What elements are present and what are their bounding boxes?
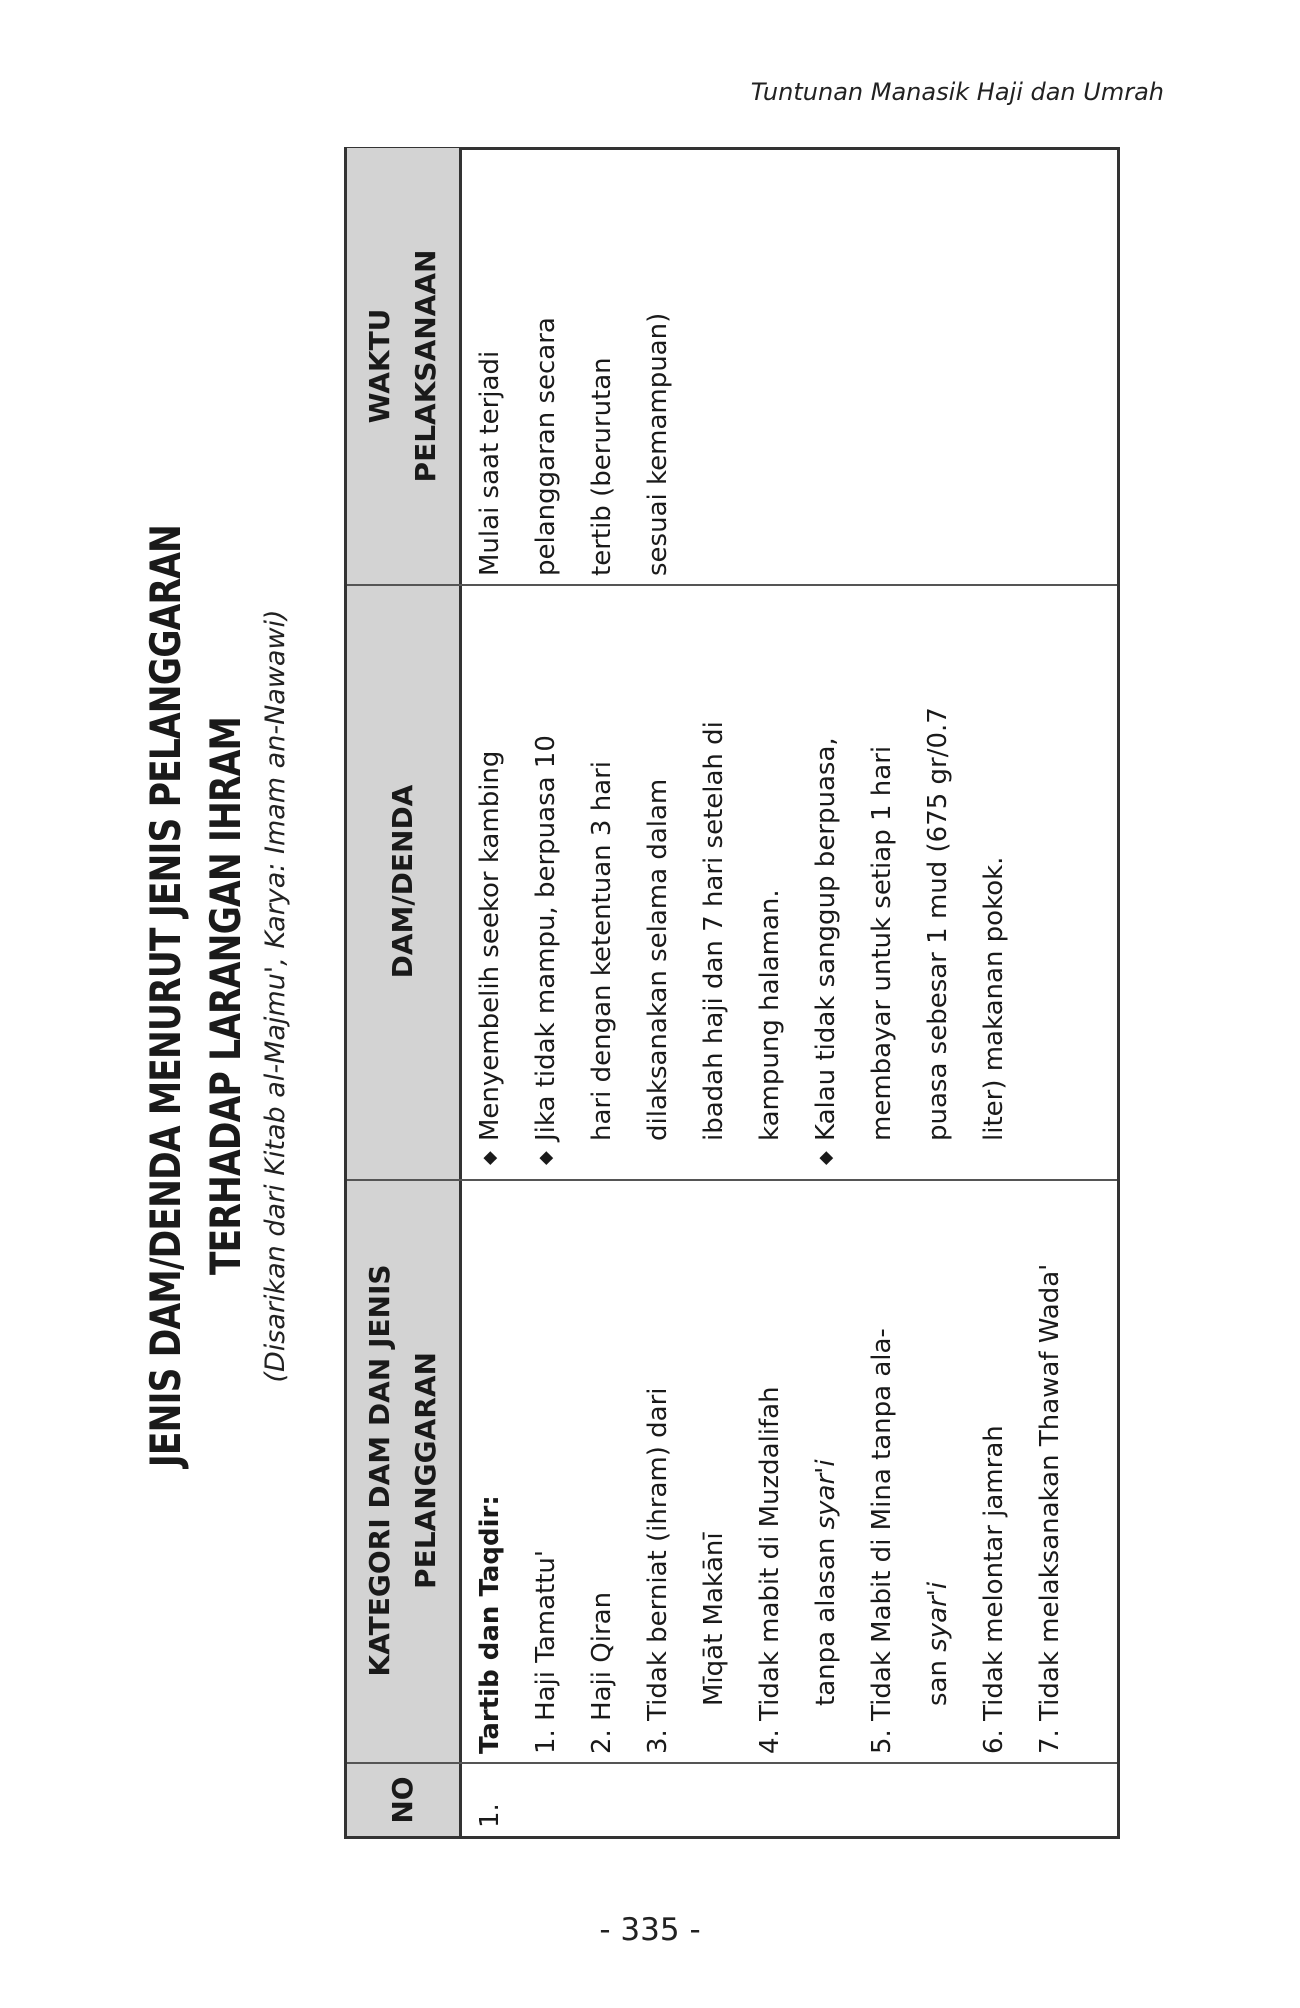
page-title-line-1: JENIS DAM/DENDA MENURUT JENIS PELANGGARAN (141, 524, 190, 1468)
dam-bullet (518, 592, 574, 1171)
diamond-bullet-icon: ◆ (535, 1151, 556, 1165)
violation-item: 3. Tidak berniat (ihram) dari (643, 1387, 673, 1754)
header-no-label: NO (386, 1776, 419, 1824)
header-kategori (347, 1179, 462, 1762)
dam-text-cont: puasa sebesar 1 mud (675 gr/0.7 (923, 707, 953, 1141)
col-kategori (347, 1179, 1117, 1764)
header-no (347, 1764, 462, 1836)
header-waktu-line-2: PELAKSANAAN (409, 249, 442, 483)
dam-text: Jika tidak mampu, berpuasa 10 (531, 735, 561, 1141)
col-no (347, 1764, 1117, 1836)
dam-text: Kalau tidak sanggup berpuasa, (811, 737, 841, 1141)
waktu-text: sesuai kemampuan) (643, 312, 673, 576)
violation-item: 1. Haji Tamattu' (531, 1549, 561, 1754)
dam-text-cont: ibadah haji dan 7 hari setelah di (699, 721, 729, 1141)
title-block (136, 146, 326, 1846)
dam-table (344, 147, 1120, 1839)
violation-item: 5. Tidak Mabit di Mina tanpa ala- (867, 1328, 897, 1754)
header-kategori-line-1: KATEGORI DAM DAN JENIS (363, 1264, 396, 1677)
waktu-text: pelanggaran secara (531, 317, 561, 576)
violation-item: 6. Tidak melontar jamrah (979, 1425, 1009, 1754)
dam-text-cont: liter) makanan pokok. (979, 856, 1009, 1141)
violation-text: san (923, 1651, 953, 1706)
col-dam (347, 584, 1117, 1181)
dam-text: Menyembelih seekor kambing (475, 750, 505, 1141)
violation-text: tanpa alasan (811, 1529, 841, 1706)
category-title: Tartib dan Taqdir: (475, 1495, 505, 1754)
cell-waktu (462, 148, 1117, 584)
running-header: Tuntunan Manasik Haji dan Umrah (750, 78, 1164, 106)
violation-text-italic: syar'i (811, 1459, 841, 1530)
dam-text-cont: dilaksanakan selama dalam (643, 778, 673, 1141)
page-title-line-2: TERHADAP LARANGAN IHRAM (201, 716, 250, 1276)
violation-item-cont (910, 1187, 966, 1754)
page-subtitle: (Disarikan dari Kitab al-Majmu', Karya: Imam an-Nawawi) (260, 609, 291, 1383)
header-dam (347, 584, 462, 1179)
violation-item-cont: Mīqāt Makānī (699, 1532, 729, 1706)
violation-text-italic: syar'i (923, 1581, 953, 1652)
violation-item-cont (798, 1187, 854, 1754)
header-waktu-line-1: WAKTU (363, 308, 396, 424)
header-waktu (347, 148, 462, 584)
cell-no (462, 1764, 1117, 1836)
dam-text-cont: kampung halaman. (755, 889, 785, 1141)
dam-text-cont: hari dengan ketentuan 3 hari (587, 760, 617, 1141)
col-waktu (347, 148, 1117, 586)
row-number: 1. (475, 1803, 505, 1828)
cell-kategori (462, 1179, 1117, 1762)
header-dam-label: DAM/DENDA (386, 784, 419, 979)
dam-bullet (462, 592, 518, 1171)
waktu-text: Mulai saat terjadi (475, 350, 505, 576)
dam-text-cont: membayar untuk setiap 1 hari (867, 745, 897, 1141)
diamond-bullet-icon: ◆ (479, 1151, 500, 1165)
waktu-text: tertib (berurutan (587, 357, 617, 576)
diamond-bullet-icon: ◆ (815, 1151, 836, 1165)
page-number: - 335 - (599, 1912, 701, 1948)
violation-item: 4. Tidak mabit di Muzdalifah (755, 1386, 785, 1754)
violation-item: 7. Tidak melaksanakan Thawaf Wada' (1035, 1263, 1065, 1754)
rotated-page-content (136, 146, 1128, 1846)
cell-dam (462, 584, 1117, 1179)
violation-item: 2. Haji Qiran (587, 1591, 617, 1754)
header-kategori-line-2: PELANGGARAN (409, 1352, 442, 1589)
dam-bullet (798, 592, 854, 1171)
